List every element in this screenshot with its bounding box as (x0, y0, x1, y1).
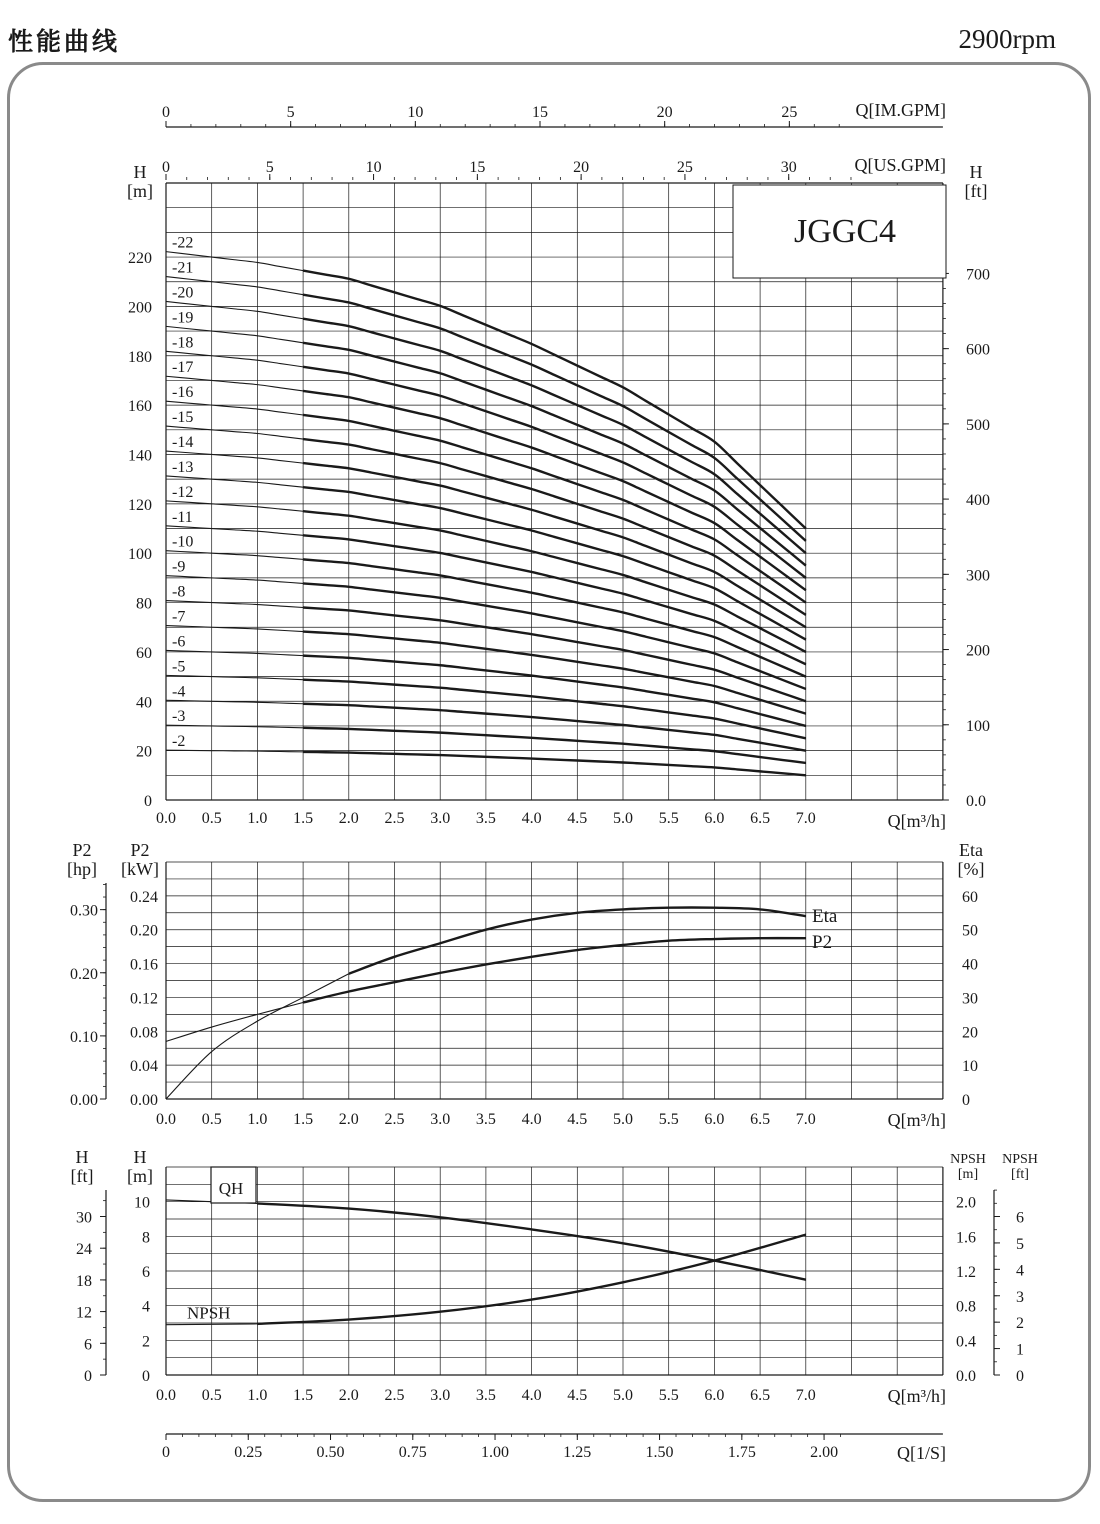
stage-curve--4 (303, 704, 806, 751)
x-tick-label: 6.5 (750, 1387, 771, 1404)
stage-curve-thin--10 (166, 551, 303, 560)
stage-label: -9 (172, 558, 186, 576)
y-tick-label: 160 (128, 398, 152, 416)
npsh-m-tick-label: 0.8 (956, 1298, 976, 1316)
m-tick-label: 0 (142, 1368, 150, 1385)
m-tick-label: 4 (142, 1298, 150, 1316)
npsh-ft-tick-label: 6 (1016, 1209, 1024, 1227)
x-tick-label: 4.0 (521, 810, 542, 827)
x-tick-label: 5.0 (613, 1387, 633, 1404)
stage-label: -7 (172, 608, 186, 626)
npsh-ft-tick-label: 1 (1016, 1341, 1024, 1359)
stage-curve-thin--7 (166, 626, 303, 632)
y-right-tick-label: 600 (966, 341, 990, 359)
stage-curve-thin--9 (166, 576, 303, 584)
y-axis-label: H (133, 162, 147, 182)
ls-tick-label: 0.50 (316, 1444, 345, 1461)
npsh-ft-tick-label: 0 (1016, 1368, 1024, 1385)
x-tick-label: 4.0 (521, 1387, 542, 1404)
m-tick-label: 6 (142, 1264, 150, 1281)
y-tick-label: 40 (136, 694, 152, 712)
stage-label: -5 (172, 658, 186, 676)
x-tick-label: 6.0 (704, 1111, 725, 1128)
stage-curve--2 (303, 752, 806, 775)
x-tick-label: 7.0 (795, 1387, 816, 1404)
y-axis-label: [m] (127, 181, 153, 201)
stage-label: -2 (172, 733, 186, 751)
us-gpm-tick-label: 15 (469, 159, 486, 176)
stage-label: -4 (172, 683, 186, 701)
eta-tick-label: 10 (962, 1058, 978, 1076)
stage-curve--15 (303, 439, 806, 615)
x-tick-label: 2.0 (338, 810, 359, 827)
x-tick-label: 3.0 (430, 810, 451, 827)
stage-curve-thin--4 (166, 700, 303, 703)
npsh-m-tick-label: 0.0 (956, 1368, 976, 1385)
x-tick-label: 2.0 (338, 1387, 359, 1404)
m-tick-label: 2 (142, 1333, 150, 1351)
npsh-m-axis-label: NPSH (950, 1152, 986, 1167)
ls-tick-label: 0.25 (234, 1444, 263, 1461)
y-right-tick-label: 700 (966, 266, 990, 284)
y-tick-label: 0 (144, 793, 152, 810)
x-tick-label: 4.5 (567, 810, 588, 827)
y-tick-label: 100 (128, 546, 152, 564)
x-tick-label: 2.5 (384, 810, 405, 827)
stage-label: -20 (172, 284, 194, 302)
hp-axis-label: [hp] (67, 859, 97, 879)
stage-label: -8 (172, 583, 186, 601)
y-tick-label: 120 (128, 496, 152, 514)
y-tick-label: 80 (136, 595, 152, 613)
x-tick-label: 5.0 (613, 810, 633, 827)
stage-label: -6 (172, 633, 186, 651)
kw-tick-label: 0.00 (130, 1092, 158, 1109)
x-tick-label: 3.5 (475, 810, 496, 827)
grid-lines (100, 121, 1000, 1440)
stage-label: -3 (172, 708, 186, 726)
stage-curve--17 (303, 391, 806, 590)
npsh-ft-tick-label: 2 (1016, 1315, 1024, 1333)
kw-tick-label: 0.12 (130, 990, 158, 1008)
hp-tick-label: 0.30 (70, 902, 98, 920)
x-axis-label: Q[m³/h] (887, 811, 946, 831)
im-gpm-tick-label: 5 (286, 104, 295, 121)
stage-label: -17 (172, 359, 194, 377)
x-axis-label: Q[m³/h] (887, 1386, 946, 1406)
x-tick-label: 3.5 (475, 1111, 496, 1128)
x-tick-label: 2.0 (338, 1111, 359, 1128)
kw-axis-label: [kW] (121, 859, 159, 879)
x-tick-label: 7.0 (795, 1111, 816, 1128)
y-right-tick-label: 100 (966, 717, 990, 735)
y-right-tick-label: 500 (966, 416, 990, 434)
npsh-m-tick-label: 2.0 (956, 1194, 976, 1212)
stage-label: -12 (172, 483, 194, 501)
x-tick-label: 3.0 (430, 1387, 451, 1404)
m-axis-label: H (133, 1147, 147, 1167)
x-tick-label: 0.5 (201, 1111, 222, 1128)
npsh-m-tick-label: 0.4 (956, 1333, 976, 1351)
x-tick-label: 2.5 (384, 1387, 405, 1404)
kw-tick-label: 0.08 (130, 1024, 158, 1042)
ft-tick-label: 30 (76, 1209, 92, 1227)
im-gpm-tick-label: 20 (656, 104, 673, 121)
us-gpm-tick-label: 20 (573, 159, 590, 176)
eta-tick-label: 20 (962, 1024, 978, 1042)
stage-label: -15 (172, 409, 194, 427)
ls-tick-label: 1.50 (645, 1444, 674, 1461)
y-tick-label: 60 (136, 644, 152, 662)
npsh-ft-axis-label: [ft] (1011, 1167, 1029, 1182)
eta-tick-label: 50 (962, 922, 978, 940)
ls-tick-label: 1.25 (563, 1444, 592, 1461)
stage-curve--8 (303, 608, 806, 702)
y-tick-label: 140 (128, 447, 152, 465)
y-tick-label: 220 (128, 250, 152, 268)
stage-label: -21 (172, 259, 194, 277)
npsh-ft-tick-label: 4 (1016, 1262, 1024, 1280)
x-tick-label: 1.5 (293, 1111, 314, 1128)
npsh-series-label: NPSH (187, 1303, 231, 1323)
hp-tick-label: 0.10 (70, 1028, 98, 1046)
stage-curve--16 (303, 415, 806, 603)
ft-axis-label: [ft] (70, 1166, 94, 1186)
y-tick-label: 200 (128, 299, 152, 317)
stage-label: -19 (172, 309, 194, 327)
ls-tick-label: 2.00 (810, 1444, 839, 1461)
us-gpm-tick-label: 30 (780, 159, 797, 176)
x-tick-label: 7.0 (795, 810, 816, 827)
stage-label: -10 (172, 533, 194, 551)
eta-axis-label: [%] (957, 859, 985, 879)
us-gpm-tick-label: 10 (365, 159, 382, 176)
ft-tick-label: 24 (76, 1241, 92, 1259)
y-right-axis-label: [ft] (964, 181, 988, 201)
ls-tick-label: 0 (162, 1444, 170, 1461)
kw-tick-label: 0.24 (130, 888, 158, 906)
ls-tick-label: 1.00 (481, 1444, 510, 1461)
x-tick-label: 2.5 (384, 1111, 405, 1128)
stage-curve-thin--6 (166, 650, 303, 655)
im-gpm-tick-label: 15 (532, 104, 549, 121)
stage-label: -22 (172, 234, 194, 252)
m-axis-label: [m] (127, 1166, 153, 1186)
hp-tick-label: 0.00 (70, 1092, 98, 1109)
us-gpm-tick-label: 0 (162, 159, 170, 176)
kw-axis-label: P2 (130, 840, 150, 860)
x-tick-label: 4.5 (567, 1387, 588, 1404)
npsh-curve-thin (166, 1324, 257, 1325)
stage-label: -13 (172, 458, 194, 476)
model-label: JGGC4 (793, 213, 897, 250)
x-tick-label: 6.0 (704, 810, 725, 827)
qh-label: QH (218, 1179, 244, 1198)
y-tick-label: 20 (136, 743, 152, 761)
x-tick-label: 1.0 (247, 1111, 268, 1128)
x-tick-label: 6.0 (704, 1387, 725, 1404)
x-tick-label: 0.0 (156, 810, 176, 827)
hp-axis-label: P2 (72, 840, 92, 860)
kw-tick-label: 0.04 (130, 1058, 158, 1076)
x-tick-label: 1.0 (247, 1387, 268, 1404)
x-tick-label: 3.0 (430, 1111, 451, 1128)
x-tick-label: 5.5 (658, 1111, 679, 1128)
page-title: 性能曲线 (8, 27, 121, 56)
stage-label: -14 (172, 434, 194, 452)
stage-curve--3 (303, 728, 806, 763)
npsh-m-tick-label: 1.6 (956, 1229, 976, 1247)
x-tick-label: 1.0 (247, 810, 268, 827)
x-tick-label: 4.0 (521, 1111, 542, 1128)
us-gpm-axis-label: Q[US.GPM] (854, 155, 946, 175)
x-tick-label: 0.0 (156, 1387, 176, 1404)
x-tick-label: 6.5 (750, 1111, 771, 1128)
stage-label: -11 (172, 508, 193, 526)
x-tick-label: 0.0 (156, 1111, 176, 1128)
m-tick-label: 10 (134, 1194, 150, 1212)
ft-tick-label: 12 (76, 1304, 92, 1322)
npsh-ft-axis-label: NPSH (1002, 1152, 1038, 1167)
x-tick-label: 1.5 (293, 1387, 314, 1404)
npsh-m-axis-label: [m] (957, 1167, 979, 1182)
hp-tick-label: 0.20 (70, 965, 98, 983)
us-gpm-tick-label: 5 (265, 159, 274, 176)
eta-series-label: Eta (812, 906, 838, 928)
x-tick-label: 3.5 (475, 1387, 496, 1404)
ft-axis-label: H (75, 1147, 89, 1167)
eta-tick-label: 30 (962, 990, 978, 1008)
stage-label: -16 (172, 384, 194, 402)
x-axis-label: Q[m³/h] (887, 1110, 946, 1130)
stage-curve-thin--8 (166, 601, 303, 608)
ls-tick-label: 1.75 (727, 1444, 756, 1461)
x-tick-label: 5.5 (658, 1387, 679, 1404)
p2-curve (303, 938, 806, 1002)
im-gpm-tick-label: 10 (407, 104, 424, 121)
kw-tick-label: 0.20 (130, 922, 158, 940)
x-tick-label: 5.5 (658, 810, 679, 827)
kw-tick-label: 0.16 (130, 956, 158, 974)
eta-tick-label: 60 (962, 888, 978, 906)
x-tick-label: 6.5 (750, 810, 771, 827)
us-gpm-tick-label: 25 (676, 159, 693, 176)
x-tick-label: 0.5 (201, 1387, 222, 1404)
ls-tick-label: 0.75 (398, 1444, 427, 1461)
stage-curve--22 (303, 271, 806, 529)
x-tick-label: 4.5 (567, 1111, 588, 1128)
npsh-m-tick-label: 1.2 (956, 1264, 976, 1281)
x-tick-label: 5.0 (613, 1111, 633, 1128)
speed-label: 2900rpm (958, 24, 1056, 54)
ft-tick-label: 0 (84, 1368, 92, 1385)
ft-tick-label: 6 (84, 1336, 92, 1354)
stage-curve-thin--5 (166, 675, 303, 679)
p2-series-label: P2 (812, 932, 833, 954)
y-tick-label: 180 (128, 348, 152, 366)
npsh-ft-tick-label: 5 (1016, 1235, 1024, 1253)
im-gpm-tick-label: 25 (781, 104, 798, 121)
labels (67, 100, 1038, 1463)
stage-label: -18 (172, 334, 194, 352)
x-tick-label: 1.5 (293, 810, 314, 827)
y-right-tick-label: 0.0 (966, 793, 986, 810)
im-gpm-tick-label: 0 (162, 104, 170, 121)
y-right-tick-label: 200 (966, 642, 990, 660)
y-right-tick-label: 300 (966, 567, 990, 585)
ft-tick-label: 18 (76, 1272, 92, 1290)
stage-curve-thin--3 (166, 725, 303, 728)
m-tick-label: 8 (142, 1229, 150, 1247)
ls-axis-label: Q[1/S] (897, 1443, 946, 1463)
eta-tick-label: 0 (962, 1092, 970, 1109)
y-right-axis-label: H (969, 162, 983, 182)
npsh-ft-tick-label: 3 (1016, 1288, 1024, 1306)
y-right-tick-label: 400 (966, 492, 990, 510)
eta-tick-label: 40 (962, 956, 978, 974)
eta-axis-label: Eta (959, 840, 983, 860)
im-gpm-axis-label: Q[IM.GPM] (855, 100, 946, 120)
x-tick-label: 0.5 (201, 810, 222, 827)
